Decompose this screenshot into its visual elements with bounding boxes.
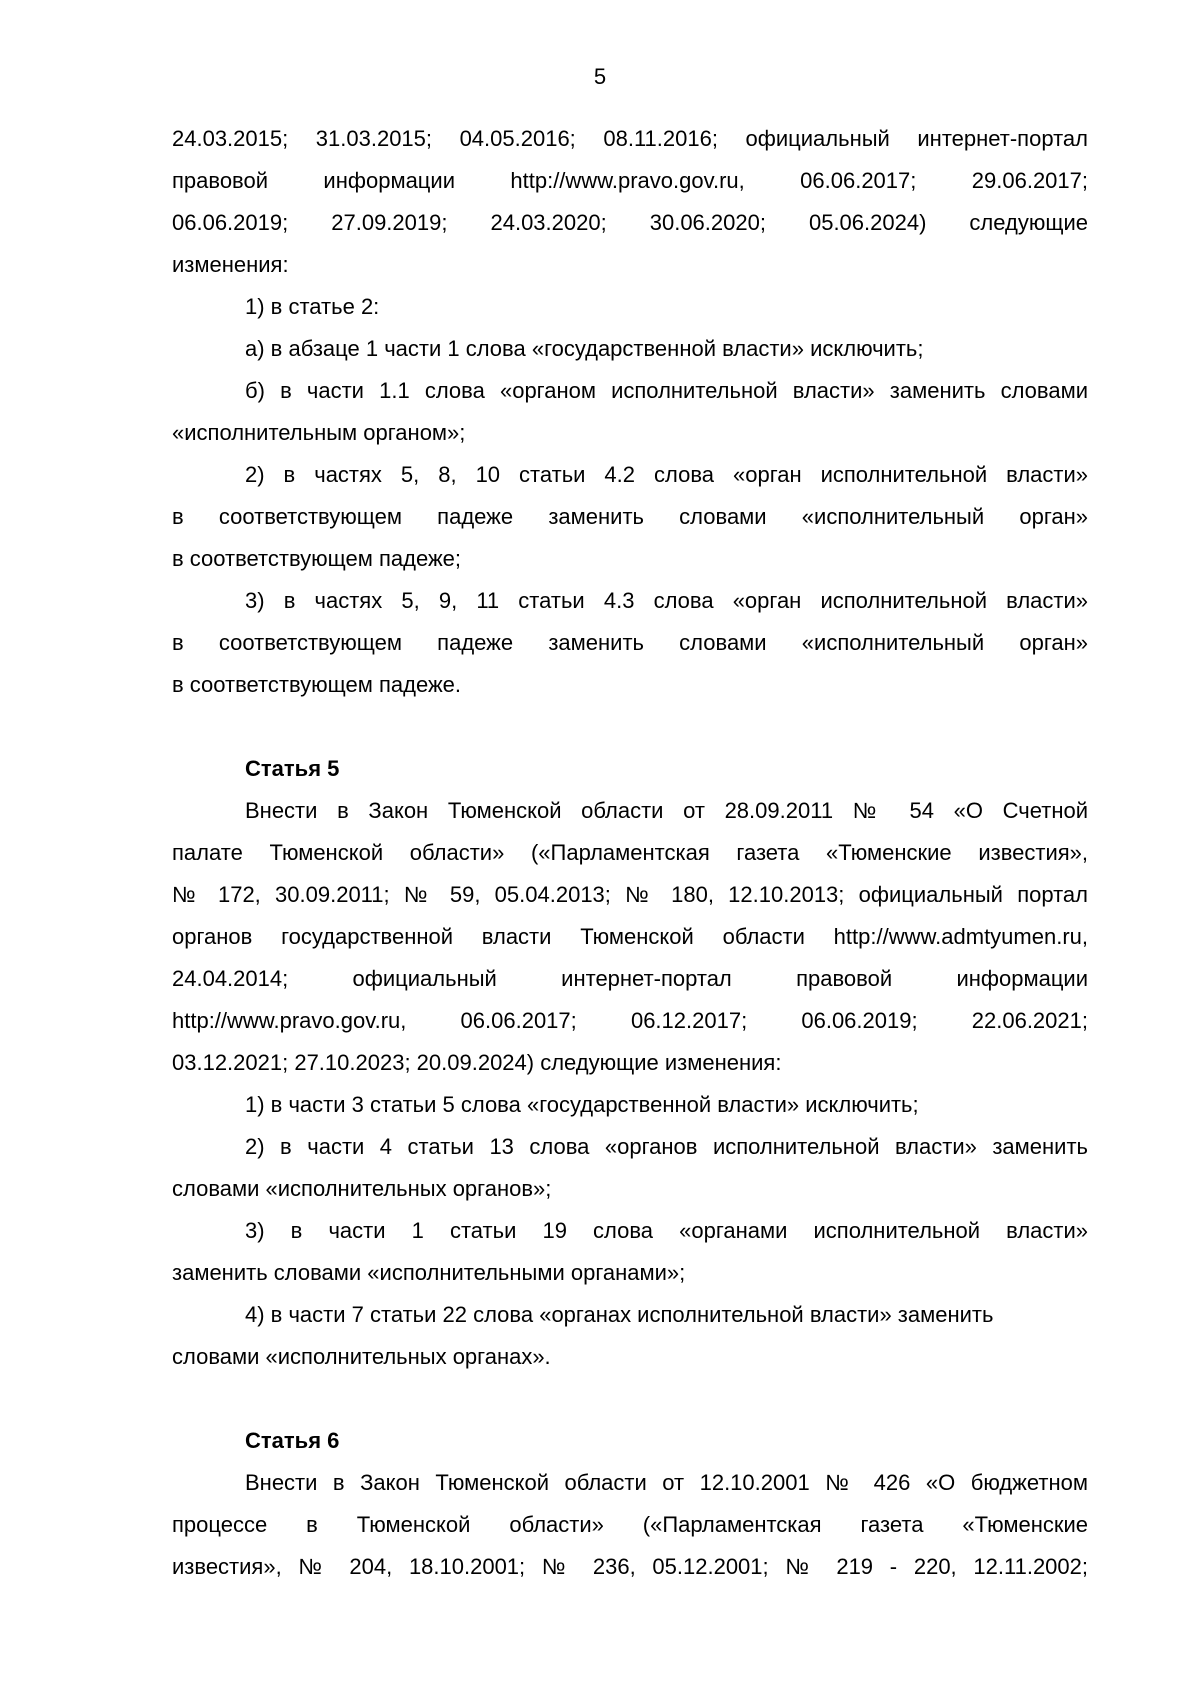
text-line: словами «исполнительных органах». bbox=[172, 1344, 551, 1369]
text-line: в соответствующем падеже; bbox=[172, 546, 462, 571]
list-item: а) в абзаце 1 части 1 слова «государственной власти» исключить; bbox=[245, 336, 924, 361]
text-line: 06.06.2019; 27.09.2019; 24.03.2020; 30.06.2020; 05.06.2024) следующие bbox=[172, 210, 1088, 235]
text-line: органов государственной власти Тюменской области http://www.admtyumen.ru, bbox=[172, 924, 1088, 949]
text-line: словами «исполнительных органов»; bbox=[172, 1176, 552, 1201]
page-number: 5 bbox=[593, 64, 607, 89]
text-line: 03.12.2021; 27.10.2023; 20.09.2024) следующие изменения: bbox=[172, 1050, 782, 1075]
text-line: в соответствующем падеже. bbox=[172, 672, 462, 697]
text-line: в соответствующем падеже заменить словами «исполнительный орган» bbox=[172, 504, 1088, 529]
text-line: процессе в Тюменской области» («Парламентская газета «Тюменские bbox=[172, 1512, 1088, 1537]
list-item: 4) в части 7 статьи 22 слова «органах исполнительной власти» заменить bbox=[245, 1302, 994, 1327]
document-body bbox=[172, 118, 1088, 1588]
article-5-heading: Статья 5 bbox=[245, 756, 340, 781]
list-item: б) в части 1.1 слова «органом исполнительной власти» заменить словами bbox=[245, 378, 1088, 403]
section-gap bbox=[172, 706, 1088, 748]
article-6-heading: Статья 6 bbox=[245, 1428, 340, 1453]
text-line: http://www.pravo.gov.ru, 06.06.2017; 06.12.2017; 06.06.2019; 22.06.2021; bbox=[172, 1008, 1088, 1033]
list-item: 2) в части 4 статьи 13 слова «органов исполнительной власти» заменить bbox=[245, 1134, 1088, 1159]
text-line: в соответствующем падеже заменить словами «исполнительный орган» bbox=[172, 630, 1088, 655]
list-item: 1) в статье 2: bbox=[245, 294, 380, 319]
paragraph-start: Внести в Закон Тюменской области от 28.09.2011 № 54 «О Счетной bbox=[245, 798, 1088, 823]
text-line: № 172, 30.09.2011; № 59, 05.04.2013; № 180, 12.10.2013; официальный портал bbox=[172, 882, 1088, 907]
text-line: палате Тюменской области» («Парламентская газета «Тюменские известия», bbox=[172, 840, 1088, 865]
list-item: 3) в части 1 статьи 19 слова «органами исполнительной власти» bbox=[245, 1218, 1088, 1243]
text-line: изменения: bbox=[172, 252, 289, 277]
paragraph-start: Внести в Закон Тюменской области от 12.10.2001 № 426 «О бюджетном bbox=[245, 1470, 1088, 1495]
list-item: 2) в частях 5, 8, 10 статьи 4.2 слова «орган исполнительной власти» bbox=[245, 462, 1088, 487]
list-item: 3) в частях 5, 9, 11 статьи 4.3 слова «орган исполнительной власти» bbox=[245, 588, 1088, 613]
text-line: известия», № 204, 18.10.2001; № 236, 05.12.2001; № 219 - 220, 12.11.2002; bbox=[172, 1554, 1088, 1579]
text-line: правовой информации http://www.pravo.gov.ru, 06.06.2017; 29.06.2017; bbox=[172, 168, 1088, 193]
section-gap bbox=[172, 1378, 1088, 1420]
text-line: 24.04.2014; официальный интернет-портал правовой информации bbox=[172, 966, 1088, 991]
text-line: 24.03.2015; 31.03.2015; 04.05.2016; 08.11.2016; официальный интернет-портал bbox=[172, 126, 1088, 151]
text-line: «исполнительным органом»; bbox=[172, 420, 466, 445]
text-line: заменить словами «исполнительными органами»; bbox=[172, 1260, 686, 1285]
list-item: 1) в части 3 статьи 5 слова «государственной власти» исключить; bbox=[245, 1092, 919, 1117]
